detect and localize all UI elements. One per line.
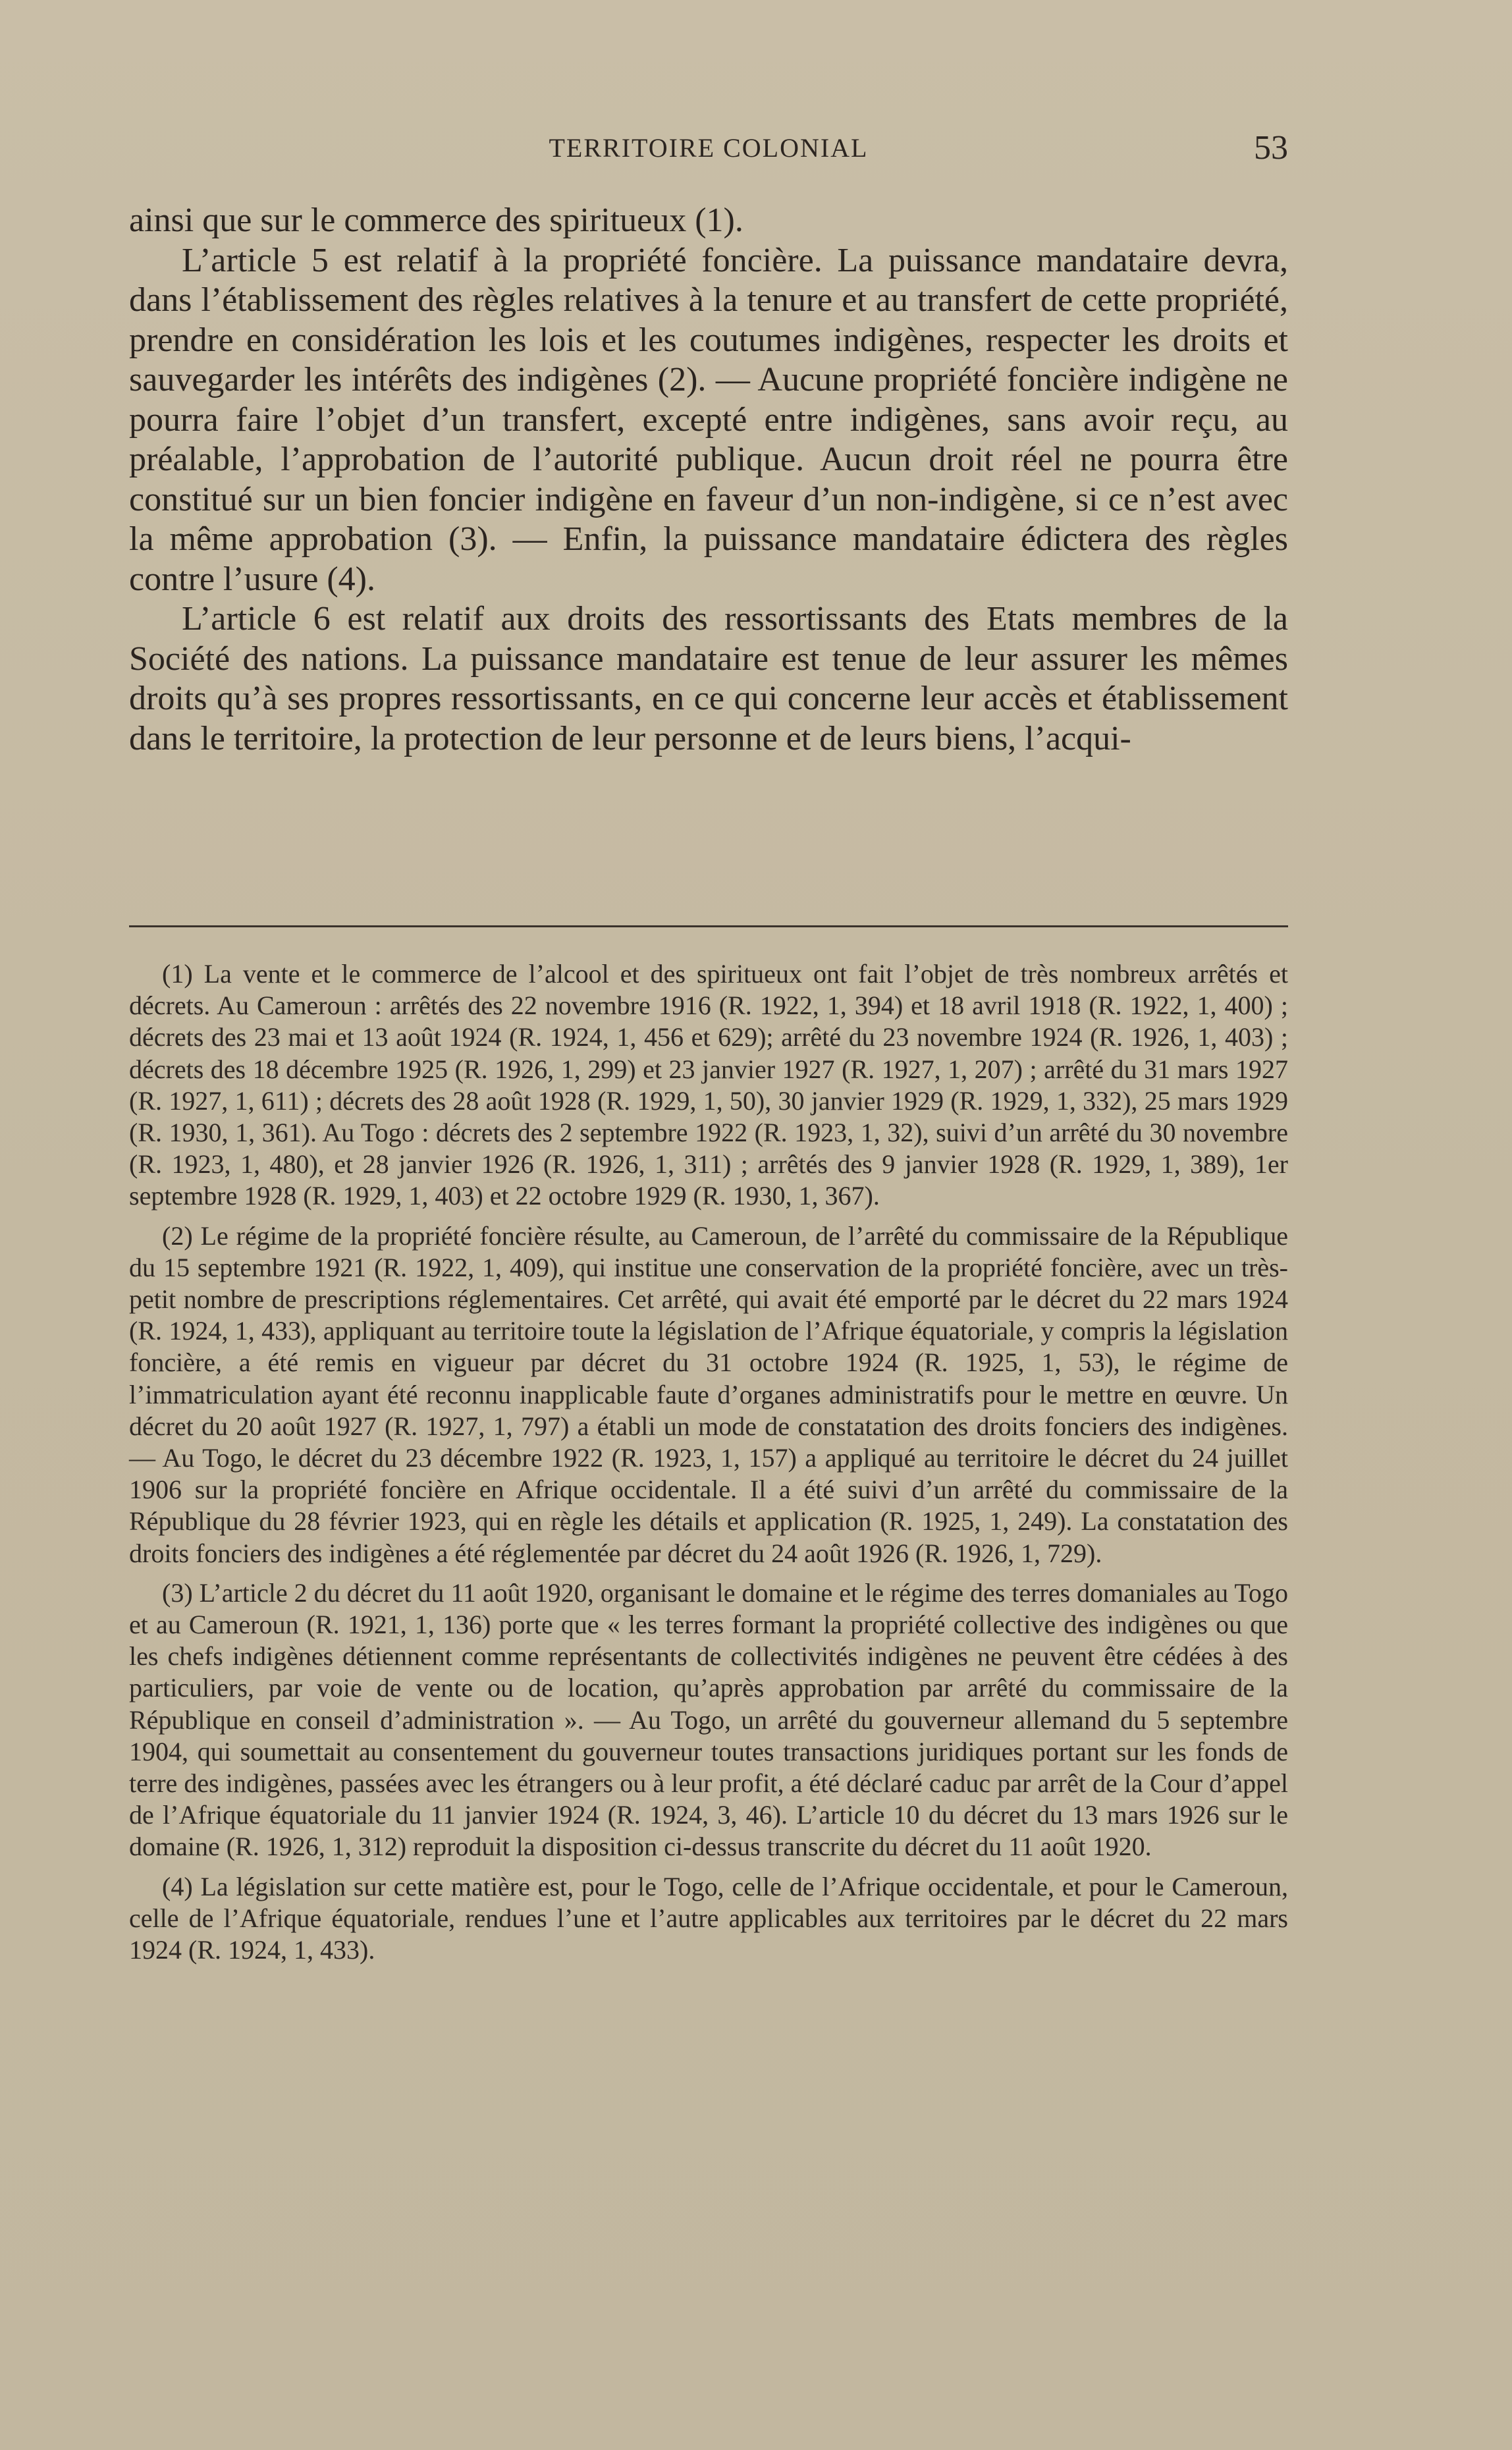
footnotes bbox=[129, 958, 1288, 1974]
main-text bbox=[129, 201, 1288, 759]
footnote-4: (4) La législation sur cette matière est, pour le Togo, celle de l’Afrique occidentale, et pour le Cameroun, celle de l’Afrique équatoriale, rendues l’une et l’autre applicables aux territoires par le décret du 22 mars 1924 (R. 1924, 1, 433). bbox=[129, 1871, 1288, 1965]
footnote-1: (1) La vente et le commerce de l’alcool et des spiritueux ont fait l’objet de très nombreux arrêtés et décrets. Au Cameroun : arrêtés des 22 novembre 1916 (R. 1922, 1, 394) et 18 avril 1918 (R. 1922, 1, 400) ; décrets des 23 mai et 13 août 1924 (R. 1924, 1, 456 et 629); arrêté du 23 novembre 1924 (R. 1926, 1, 403) ; décrets des 18 décembre 1925 (R. 1926, 1, 299) et 23 janvier 1927 (R. 1927, 1, 207) ; arrêté du 31 mars 1927 (R. 1927, 1, 611) ; décrets des 28 août 1928 (R. 1929, 1, 50), 30 janvier 1929 (R. 1929, 1, 332), 25 mars 1929 (R. 1930, 1, 361). Au Togo : décrets des 2 septembre 1922 (R. 1923, 1, 32), suivi d’un arrêté du 30 novembre (R. 1923, 1, 480), et 28 janvier 1926 (R. 1926, 1, 311) ; arrêtés des 9 janvier 1928 (R. 1929, 1, 389), 1er septembre 1928 (R. 1929, 1, 403) et 22 octobre 1929 (R. 1930, 1, 367). bbox=[129, 959, 1288, 1211]
body-paragraph-3: L’article 6 est relatif aux droits des ressortissants des Etats membres de la Société des nations. La puissance mandataire est tenue de leur assurer les mêmes droits qu’à ses propres ressortissants, en ce qui concerne leur accès et établissement dans le territoire, la protection de leur personne et de leurs biens, l’acqui- bbox=[129, 600, 1288, 757]
footnote-rule bbox=[129, 925, 1288, 927]
running-title: TERRITOIRE COLONIAL bbox=[549, 133, 869, 163]
footnote-3: (3) L’article 2 du décret du 11 août 1920, organisant le domaine et le régime des terres domaniales au Togo et au Cameroun (R. 1921, 1, 136) porte que « les terres formant la propriété collective des indigènes ou que les chefs indigènes détiennent comme représentants de collectivités indigènes ne peuvent être cédées à des particuliers, par voie de vente ou de location, qu’après approbation par arrêté du commissaire de la République en conseil d’administration ». — Au Togo, un arrêté du gouverneur allemand du 5 septembre 1904, qui soumettait au consentement du gouverneur toutes transactions juridiques portant sur les fonds de terre des indigènes, passées avec les étrangers ou à leur profit, a été déclaré caduc par arrêt de la Cour d’appel de l’Afrique équatoriale du 11 janvier 1924 (R. 1924, 3, 46). L’article 10 du décret du 13 mars 1926 sur le domaine (R. 1926, 1, 312) reproduit la disposition ci-dessus transcrite du décret du 11 août 1920. bbox=[129, 1577, 1288, 1862]
running-head bbox=[129, 128, 1288, 175]
body-paragraph-1: ainsi que sur le commerce des spiritueux (1). bbox=[129, 202, 743, 239]
body-paragraph-2: L’article 5 est relatif à la propriété foncière. La puissance mandataire devra, dans l’établissement des règles relatives à la tenure et au transfert de cette propriété, prendre en considération les lois et les coutumes indigènes, respecter les droits et sauvegarder les intérêts des indigènes (2). — Aucune propriété foncière indigène ne pourra faire l’objet d’un transfert, excepté entre indigènes, sans avoir reçu, au préalable, l’approbation de l’autorité publique. Aucun droit réel ne pourra être constitué sur un bien foncier indigène en faveur d’un non-indigène, si ce n’est avec la même approbation (3). — Enfin, la puissance mandataire édictera des règles contre l’usure (4). bbox=[129, 241, 1288, 598]
footnote-2: (2) Le régime de la propriété foncière résulte, au Cameroun, de l’arrêté du commissaire de la République du 15 septembre 1921 (R. 1922, 1, 409), qui institue une conservation de la propriété foncière, avec un très-petit nombre de prescriptions réglementaires. Cet arrêté, qui avait été emporté par le décret du 22 mars 1924 (R. 1924, 1, 433), appliquant au territoire toute la législation de l’Afrique équatoriale, y compris la législation foncière, a été remis en vigueur par décret du 31 octobre 1924 (R. 1925, 1, 53), le régime de l’immatriculation ayant été reconnu inapplicable faute d’organes administratifs pour le mettre en œuvre. Un décret du 20 août 1927 (R. 1927, 1, 797) a établi un mode de constatation des droits fonciers des indigènes. — Au Togo, le décret du 23 décembre 1922 (R. 1923, 1, 157) a appliqué au territoire le décret du 24 juillet 1906 sur la propriété foncière en Afrique occidentale. Il a été suivi d’un arrêté du commissaire de la République du 28 février 1923, qui en règle les détails et application (R. 1925, 1, 249). La constatation des droits fonciers des indigènes a été réglementée par décret du 24 août 1926 (R. 1926, 1, 729). bbox=[129, 1220, 1288, 1568]
page-number: 53 bbox=[1254, 129, 1288, 167]
